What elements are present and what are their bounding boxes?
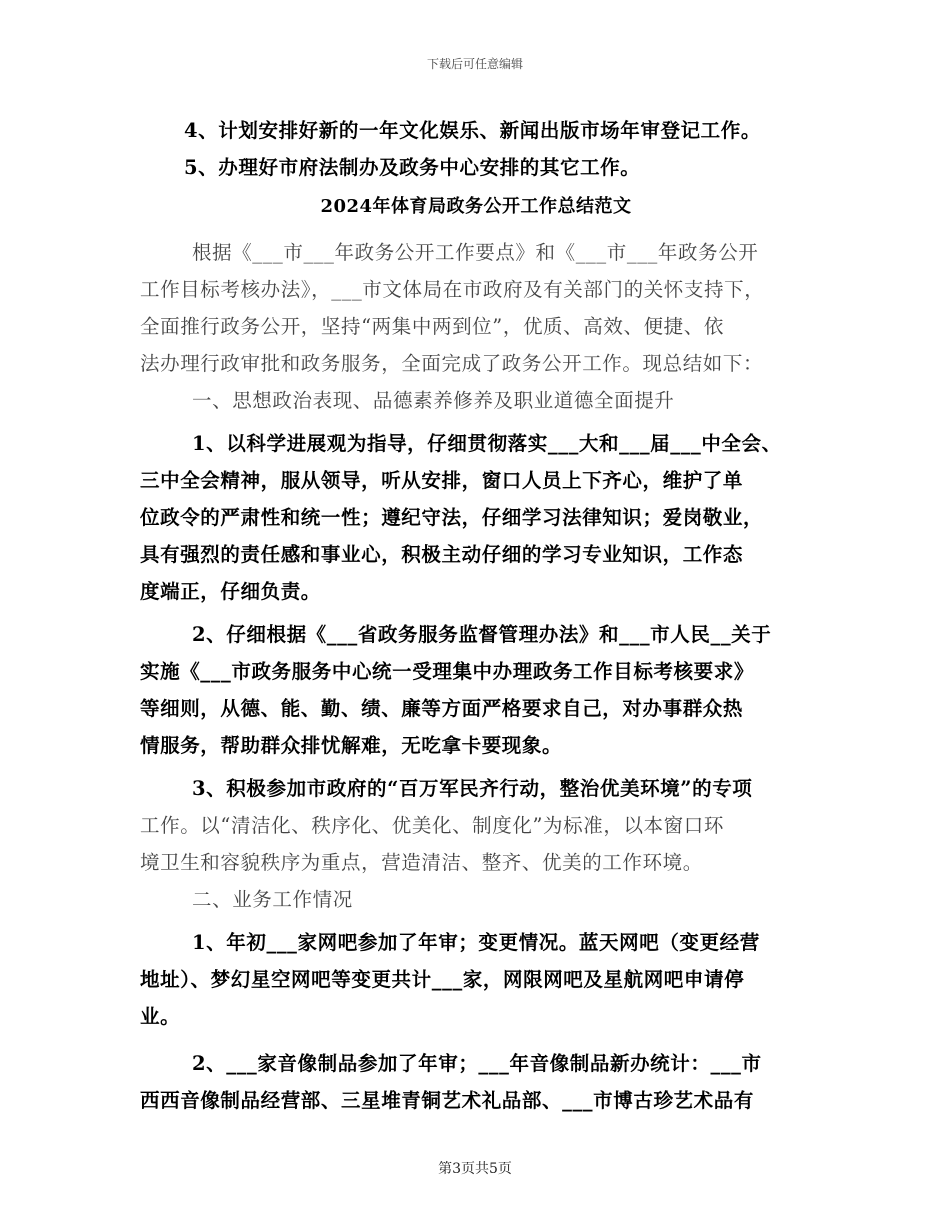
list-item: 5、办理好市府法制办及政务中心安排的其它工作。 — [184, 156, 641, 179]
intro-line: 全面推行政务公开，坚持“两集中两到位”，优质、高效、便捷、依 — [140, 315, 724, 338]
paragraph-line: 三中全会精神，服从领导，听从安排，窗口人员上下齐心，维护了单 — [140, 469, 744, 492]
page-header: 下载后可任意编辑 — [426, 57, 523, 71]
document-title: 2024年体育局政务公开工作总结范文 — [320, 196, 632, 217]
paragraph-line: 2、___家音像制品参加了年审；___年音像制品新办统计：___市 — [192, 1052, 762, 1075]
paragraph-line: 等细则，从德、能、勤、绩、廉等方面严格要求自己，对办事群众热 — [140, 697, 744, 720]
paragraph-line: 境卫生和容貌秩序为重点，营造清洁、整齐、优美的工作环境。 — [140, 851, 703, 874]
list-item: 4、计划安排好新的一年文化娱乐、新闻出版市场年审登记工作。 — [184, 119, 761, 142]
paragraph-line: 1、年初___家网吧参加了年审；变更情况。蓝天网吧（变更经营 — [192, 931, 760, 954]
paragraph-line: 西西音像制品经营部、三星堆青铜艺术礼品部、___市博古珍艺术品有 — [140, 1089, 754, 1112]
section-heading: 二、业务工作情况 — [192, 888, 353, 911]
paragraph-line: 情服务，帮助群众排忧解难，无吃拿卡要现象。 — [140, 734, 563, 757]
intro-line: 根据《___市___年政务公开工作要点》和《___市___年政务公开 — [192, 241, 759, 264]
paragraph-line: 工作。以“清洁化、秩序化、优美化、制度化”为标准，以本窗口环 — [140, 814, 724, 837]
paragraph-line: 具有强烈的责任感和事业心，积极主动仔细的学习专业知识，工作态 — [140, 543, 744, 566]
paragraph-line: 地址）、梦幻星空网吧等变更共计___家，网限网吧及星航网吧申请停 — [140, 968, 745, 991]
paragraph-line: 位政令的严肃性和统一性；遵纪守法，仔细学习法律知识；爱岗敬业， — [140, 506, 764, 529]
paragraph-line: 1、以科学进展观为指导，仔细贯彻落实___大和___届___中全会、 — [192, 432, 782, 455]
intro-line: 法办理行政审批和政务服务，全面完成了政务公开工作。现总结如下： — [140, 352, 764, 375]
paragraph-line: 度端正，仔细负责。 — [140, 580, 321, 603]
paragraph-line: 3、积极参加市政府的“百万军民齐行动，整治优美环境”的专项 — [192, 777, 753, 800]
paragraph-line: 实施《___市政务服务中心统一受理集中办理政务工作目标考核要求》 — [140, 660, 754, 683]
document-body — [140, 112, 812, 1119]
section-heading: 一、思想政治表现、品德素养修养及职业道德全面提升 — [192, 389, 675, 412]
paragraph-line: 业。 — [140, 1005, 181, 1028]
page-footer: 第3页共5页 — [438, 1161, 512, 1177]
paragraph-line: 2、仔细根据《___省政务服务监督管理办法》和___市人民__关于 — [192, 623, 772, 646]
intro-line: 工作目标考核办法》，___市文体局在市政府及有关部门的关怀支持下， — [140, 278, 765, 301]
